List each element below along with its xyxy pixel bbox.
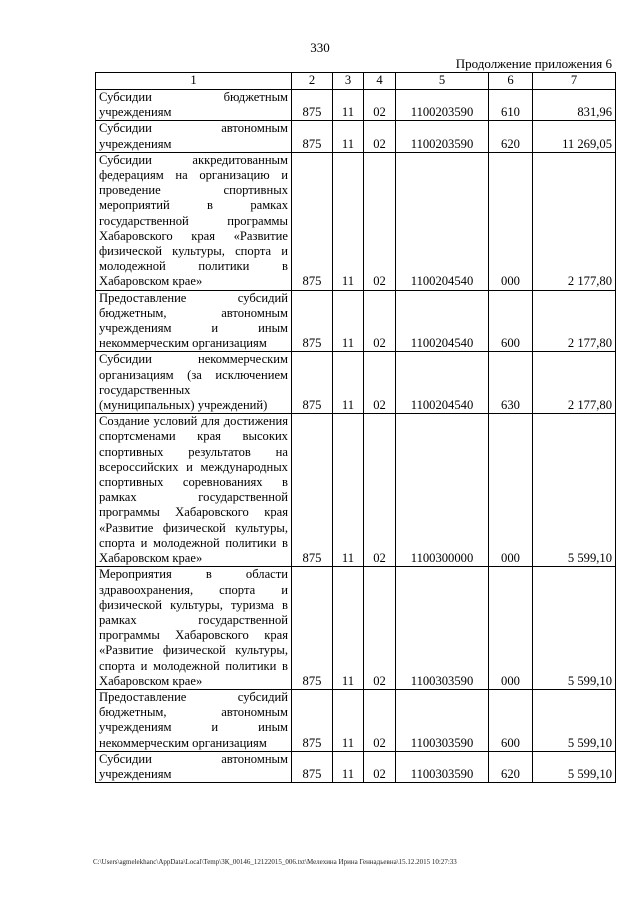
description-line: Хабаровского края «Развитие	[99, 505, 288, 535]
column-header: 1	[96, 73, 292, 90]
row-description	[96, 414, 292, 567]
description-line: Создание условий для	[99, 414, 220, 429]
description-line: здравоохранения, спорта и	[99, 582, 288, 597]
subsection-code: 02	[364, 152, 396, 290]
description-line: учреждениям	[99, 105, 172, 120]
subsection-code: 02	[364, 567, 396, 690]
description-line: государственной программы	[99, 490, 288, 520]
admin-code: 875	[292, 751, 333, 782]
subsection-code: 02	[364, 414, 396, 567]
section-code: 11	[333, 152, 364, 290]
section-code: 11	[333, 751, 364, 782]
subsection-code: 02	[364, 90, 396, 121]
description-line: Субсидии автономным	[99, 751, 288, 766]
row-description	[96, 352, 292, 414]
table-row	[96, 414, 616, 567]
column-header: 2	[292, 73, 333, 90]
expense-type-code: 610	[489, 90, 533, 121]
description-line: физической культуры, туризма	[99, 597, 274, 612]
target-article-code: 1100303590	[396, 751, 489, 782]
column-header: 5	[396, 73, 489, 90]
description-line: в рамках государственной	[99, 597, 288, 627]
description-line: бюджетным, автономным	[99, 705, 288, 720]
description-line: учреждениям и иным	[99, 720, 288, 735]
section-code: 11	[333, 290, 364, 352]
admin-code: 875	[292, 567, 333, 690]
description-line: проведение спортивных	[99, 183, 288, 198]
column-header: 7	[533, 73, 616, 90]
description-line: программы Хабаровского края	[99, 628, 288, 643]
description-line: Хабаровском крае»	[99, 274, 203, 289]
row-description	[96, 567, 292, 690]
column-header: 4	[364, 73, 396, 90]
description-line: культуры, спорта и	[99, 643, 288, 673]
description-line: бюджетным, автономным	[99, 305, 288, 320]
subsection-code: 02	[364, 689, 396, 751]
subsection-code: 02	[364, 751, 396, 782]
description-line: Предоставление субсидий	[99, 290, 288, 305]
target-article-code: 1100204540	[396, 152, 489, 290]
row-description	[96, 689, 292, 751]
expense-type-code: 600	[489, 290, 533, 352]
description-line: учреждениям	[99, 136, 172, 151]
amount-value: 11 269,05	[533, 121, 616, 152]
table-row	[96, 689, 616, 751]
admin-code: 875	[292, 414, 333, 567]
admin-code: 875	[292, 152, 333, 290]
description-line: молодежной политики в	[153, 535, 288, 550]
description-line: некоммерческим организациям	[99, 735, 267, 750]
row-description	[96, 290, 292, 352]
description-line: (муниципальных) учреждений)	[99, 398, 268, 413]
target-article-code: 1100303590	[396, 567, 489, 690]
description-line: учреждениям	[99, 766, 172, 781]
target-article-code: 1100203590	[396, 121, 489, 152]
description-line: и международных спортивных	[99, 459, 288, 490]
table-row	[96, 90, 616, 121]
description-line: молодежной политики в	[99, 259, 288, 274]
description-line: физической культуры, спорта и	[99, 520, 288, 550]
description-line: Хабаровском крае»	[99, 551, 203, 566]
description-line: края высоких спортивных	[99, 429, 288, 459]
description-line: результатов на всероссийских	[99, 444, 288, 474]
admin-code: 875	[292, 352, 333, 414]
row-description	[96, 152, 292, 290]
expense-type-code: 000	[489, 567, 533, 690]
description-line: мероприятий в рамках	[99, 198, 288, 213]
description-line: физической культуры, спорта и	[99, 244, 288, 259]
file-path-footer: C:\Users\agmelekhanc\AppData\Local\Temp\3К_00146_12122015_006.txt\Мелехина Ирина Геннадьевна\15.12.2015 10:27:33	[93, 858, 457, 866]
description-line: Субсидии некоммерческим	[99, 352, 288, 367]
subsection-code: 02	[364, 290, 396, 352]
description-line: соревнованиях в рамках	[99, 475, 288, 505]
description-line: государственных	[99, 382, 191, 397]
expense-type-code: 000	[489, 414, 533, 567]
section-code: 11	[333, 90, 364, 121]
description-line: федерациям на организацию и	[99, 168, 288, 183]
subsection-code: 02	[364, 121, 396, 152]
expense-type-code: 000	[489, 152, 533, 290]
description-line: организациям (за исключением	[99, 367, 288, 382]
column-header: 3	[333, 73, 364, 90]
description-line: государственной программы	[99, 213, 288, 228]
description-line: молодежной политики в	[153, 658, 288, 673]
amount-value: 2 177,80	[533, 152, 616, 290]
row-description	[96, 90, 292, 121]
description-line: Субсидии аккредитованным	[99, 152, 288, 167]
amount-value: 5 599,10	[533, 414, 616, 567]
table-row	[96, 152, 616, 290]
description-line: Субсидии бюджетным	[99, 90, 288, 104]
admin-code: 875	[292, 121, 333, 152]
table-row	[96, 290, 616, 352]
target-article-code: 1100303590	[396, 689, 489, 751]
section-code: 11	[333, 414, 364, 567]
table-row	[96, 121, 616, 152]
row-description	[96, 751, 292, 782]
expense-type-code: 600	[489, 689, 533, 751]
amount-value: 5 599,10	[533, 689, 616, 751]
amount-value: 831,96	[533, 90, 616, 121]
admin-code: 875	[292, 90, 333, 121]
description-line: некоммерческим организациям	[99, 336, 267, 351]
description-line: «Развитие физической	[99, 643, 226, 658]
table-row	[96, 751, 616, 782]
table-row	[96, 352, 616, 414]
subsection-code: 02	[364, 352, 396, 414]
admin-code: 875	[292, 689, 333, 751]
description-line: Субсидии автономным	[99, 121, 288, 136]
section-code: 11	[333, 121, 364, 152]
expense-type-code: 630	[489, 352, 533, 414]
amount-value: 2 177,80	[533, 290, 616, 352]
column-header: 6	[489, 73, 533, 90]
description-line: Предоставление субсидий	[99, 689, 288, 704]
description-line: Хабаровском крае»	[99, 673, 203, 688]
amount-value: 5 599,10	[533, 567, 616, 690]
section-code: 11	[333, 352, 364, 414]
description-line: достижения спортсменами	[99, 414, 288, 444]
amount-value: 2 177,80	[533, 352, 616, 414]
table-row	[96, 567, 616, 690]
target-article-code: 1100203590	[396, 90, 489, 121]
section-code: 11	[333, 567, 364, 690]
page-number: 330	[310, 40, 330, 55]
table-header-row	[96, 73, 616, 90]
row-description	[96, 121, 292, 152]
description-line: Хабаровского края «Развитие	[99, 228, 288, 243]
target-article-code: 1100300000	[396, 414, 489, 567]
description-line: Мероприятия в области	[99, 567, 288, 582]
target-article-code: 1100204540	[396, 352, 489, 414]
target-article-code: 1100204540	[396, 290, 489, 352]
expense-type-code: 620	[489, 121, 533, 152]
description-line: учреждениям и иным	[99, 321, 288, 336]
expense-type-code: 620	[489, 751, 533, 782]
amount-value: 5 599,10	[533, 751, 616, 782]
admin-code: 875	[292, 290, 333, 352]
appendix-caption: Продолжение приложения 6	[455, 56, 612, 71]
section-code: 11	[333, 689, 364, 751]
budget-table	[95, 72, 616, 783]
